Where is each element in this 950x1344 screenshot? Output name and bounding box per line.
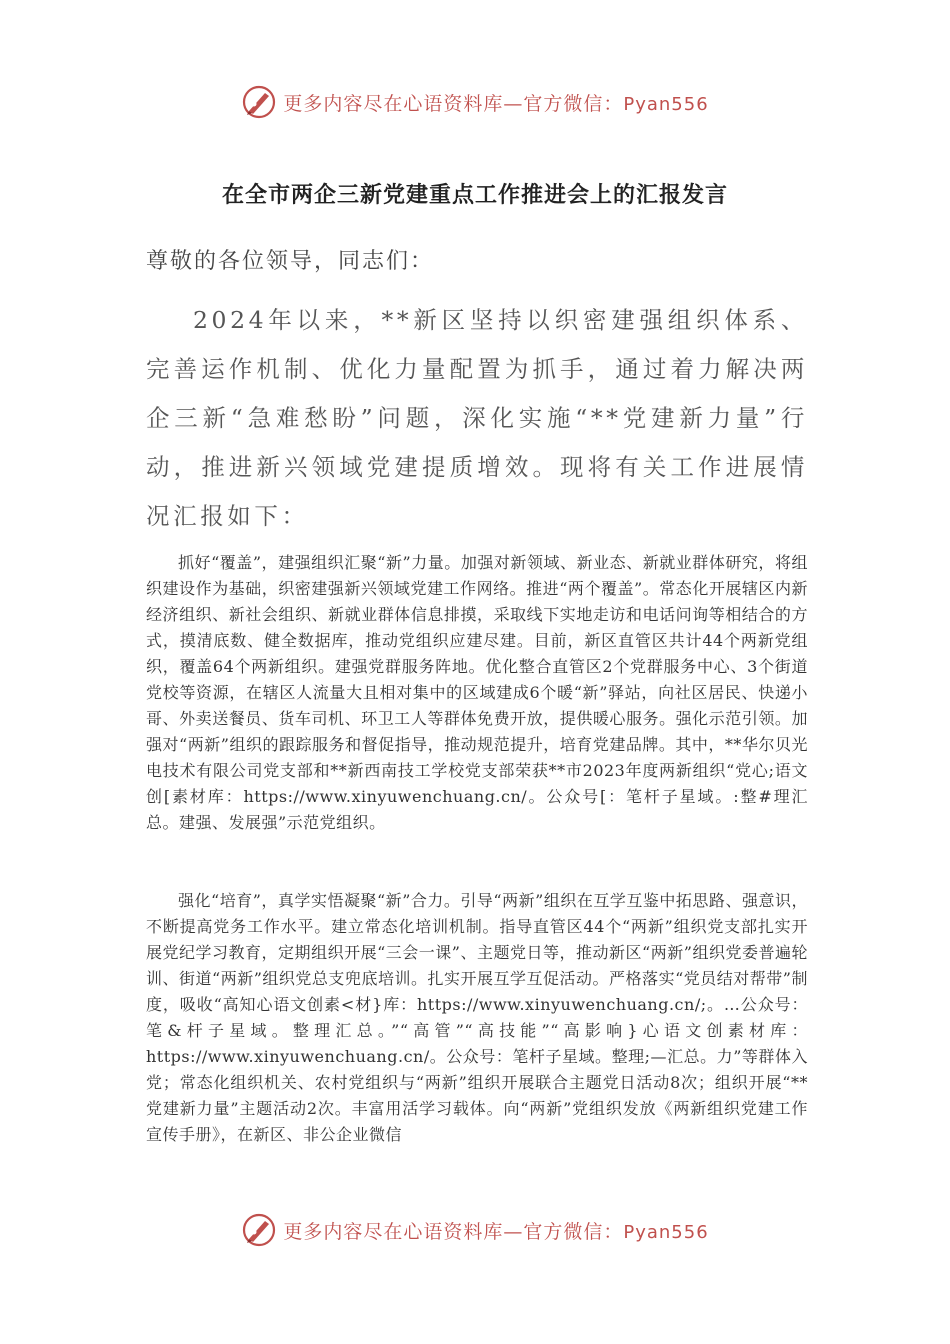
pen-logo-icon bbox=[241, 1212, 277, 1248]
banner-text: 更多内容尽在心语资料库—官方微信：Pyan556 bbox=[283, 1220, 709, 1243]
footer-banner bbox=[0, 1208, 950, 1252]
banner-text: 更多内容尽在心语资料库—官方微信：Pyan556 bbox=[283, 92, 709, 115]
header-banner bbox=[0, 80, 950, 124]
intro-paragraph: 2024年以来，**新区坚持以织密建强组织体系、完善运作机制、优化力量配置为抓手，通过着力解决两企三新“急难愁盼”问题，深化实施“**党建新力量”行动，推进新兴领域党建提质增效。现将有关工作进展情况汇报如下： bbox=[146, 306, 808, 530]
body-paragraph-coverage: 抓好“覆盖”，建强组织汇聚“新”力量。加强对新领域、新业态、新就业群体研究，将组织建设作为基础，织密建强新兴领域党建工作网络。推进“两个覆盖”。常态化开展辖区内新经济组织、新社会组织、新就业群体信息排摸，采取线下实地走访和电话问询等相结合的方式，摸清底数、健全数据库，推动党组织应建尽建。目前，新区直管区共计44个两新党组织，覆盖64个两新组织。建强党群服务阵地。优化整合直管区2个党群服务中心、3个街道党校等资源，在辖区人流量大且相对集中的区域建成6个暖“新”驿站，向社区居民、快递小哥、外卖送餐员、货车司机、环卫工人等群体免费开放，提供暖心服务。强化示范引领。加强对“两新”组织的跟踪服务和督促指导，推动规范提升，培育党建品牌。其中，**华尔贝光电技术有限公司党支部和**新西南技工学校党支部荣获**市2023年度两新组织“党心;语文创[素材库：https://www.xinyuwenchuang.cn/。公众号[：笔杆子星域。:整#理汇总。建强、发展强”示范党组织。 bbox=[146, 553, 808, 832]
pen-logo-icon bbox=[241, 84, 277, 120]
wechat-id: Pyan556 bbox=[623, 93, 709, 115]
greeting: 尊敬的各位领导，同志们： bbox=[146, 249, 435, 274]
wechat-id: Pyan556 bbox=[623, 1221, 709, 1243]
body-paragraph-cultivation: 强化“培育”，真学实悟凝聚“新”合力。引导“两新”组织在互学互鉴中拓思路、强意识，不断提高党务工作水平。建立常态化培训机制。指导直管区44个“两新”组织党支部扎实开展党纪学习教育，定期组织开展“三会一课”、主题党日等，推动新区“两新”组织党委普遍轮训、街道“两新”组织党总支兜底培训。扎实开展互学互促活动。严格落实“党员结对帮带”制度，吸收“高知心语文创素<材}库：https://www.xinyuwenchuang.cn/;。…公众号：笔&杆子星域。整理汇总。”“高管”“高技能”“高影响}心语文创素材库：https://www.xinyuwenchuang.cn/。公众号：笔杆子星域。整理;—汇总。力”等群体入党；常态化组织机关、农村党组织与“两新”组织开展联合主题党日活动8次；组织开展“**党建新力量”主题活动2次。丰富用活学习载体。向“两新”党组织发放《两新组织党建工作宣传手册》，在新区、非公企业微信 bbox=[146, 891, 808, 1144]
document-title: 在全市两企三新党建重点工作推进会上的汇报发言 bbox=[221, 183, 728, 208]
